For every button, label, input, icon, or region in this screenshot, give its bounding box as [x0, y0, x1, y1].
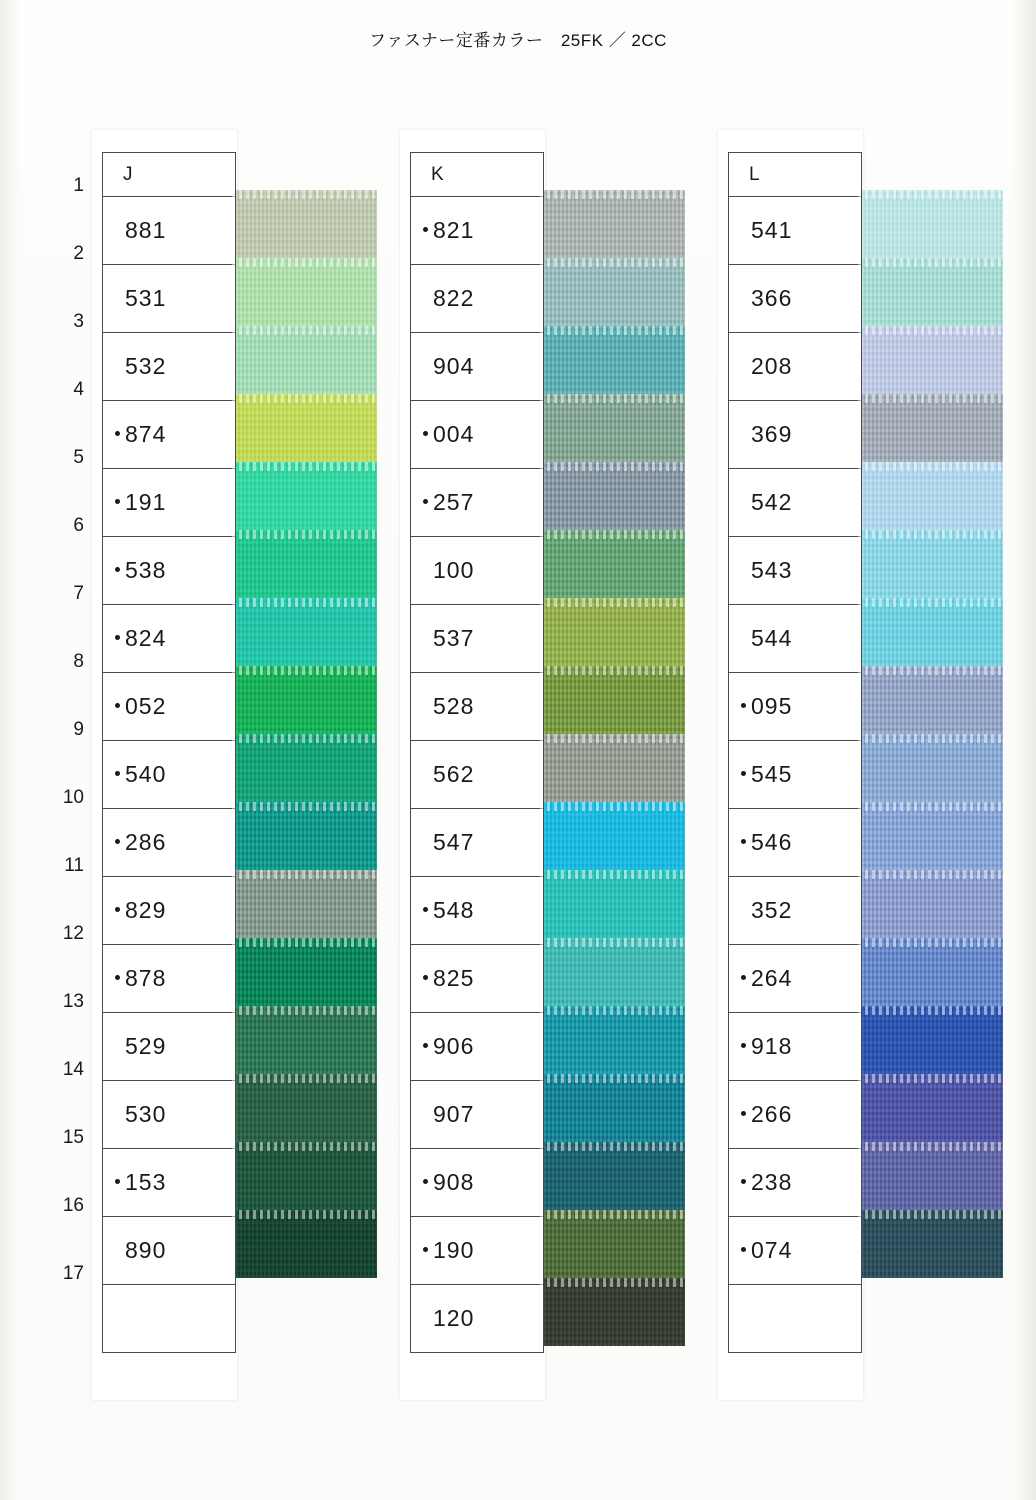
color-code-label: 257 [433, 489, 475, 515]
table-row[interactable] [103, 605, 235, 673]
bullet-dot-icon [423, 499, 428, 504]
color-swatch [858, 938, 1003, 1006]
table-row[interactable] [103, 333, 235, 401]
page-title: ファスナー定番カラー 25FK ／ 2CC [369, 31, 667, 50]
color-code-label: 543 [751, 557, 793, 583]
color-swatch [232, 1006, 377, 1074]
bullet-dot-icon [741, 1179, 746, 1184]
row-number: 8 [73, 651, 84, 672]
color-code-label: 529 [125, 1033, 167, 1059]
color-code-label: 537 [433, 625, 475, 651]
row-number: 13 [62, 991, 84, 1012]
table-row[interactable] [729, 945, 861, 1013]
bullet-dot-icon [741, 1043, 746, 1048]
table-row[interactable] [729, 605, 861, 673]
bullet-dot-icon [741, 703, 746, 708]
color-swatch [858, 1142, 1003, 1210]
color-swatch [540, 190, 685, 258]
color-code-label: 153 [125, 1169, 167, 1195]
table-row[interactable] [729, 469, 861, 537]
color-code-label: 120 [433, 1305, 475, 1331]
color-code-label: 881 [125, 217, 167, 243]
color-code-label: 907 [433, 1101, 475, 1127]
color-swatch [540, 598, 685, 666]
color-code-label: 825 [433, 965, 475, 991]
column-header: L [729, 153, 861, 197]
color-swatch [540, 734, 685, 802]
color-code-label: 821 [433, 217, 475, 243]
table-row[interactable] [729, 1217, 861, 1285]
table-row[interactable] [411, 673, 543, 741]
color-code-label: 532 [125, 353, 167, 379]
color-code-label: 541 [751, 217, 793, 243]
bullet-dot-icon [423, 431, 428, 436]
color-swatch [232, 870, 377, 938]
table-row[interactable] [411, 265, 543, 333]
color-swatch [232, 938, 377, 1006]
table-row[interactable] [103, 1217, 235, 1285]
color-swatch [540, 1210, 685, 1278]
row-number: 1 [73, 175, 84, 196]
bullet-dot-icon [741, 1247, 746, 1252]
code-table [410, 152, 544, 1353]
table-row[interactable] [103, 469, 235, 537]
color-swatch [858, 462, 1003, 530]
table-row[interactable] [411, 1081, 543, 1149]
table-row[interactable] [411, 469, 543, 537]
color-code-label: 547 [433, 829, 475, 855]
color-code-label: 095 [751, 693, 793, 719]
row-number: 5 [73, 447, 84, 468]
color-code-label: 352 [751, 897, 793, 923]
bullet-dot-icon [423, 1043, 428, 1048]
table-row[interactable] [103, 265, 235, 333]
color-swatch [232, 190, 377, 258]
table-row[interactable] [411, 1013, 543, 1081]
color-code-label: 266 [751, 1101, 793, 1127]
color-code-label: 829 [125, 897, 167, 923]
color-code-label: 904 [433, 353, 475, 379]
table-row[interactable] [411, 945, 543, 1013]
color-swatch [858, 258, 1003, 326]
table-row[interactable] [411, 605, 543, 673]
bullet-dot-icon [423, 227, 428, 232]
table-row[interactable] [103, 1081, 235, 1149]
color-code-label: 190 [433, 1237, 475, 1263]
row-number: 12 [62, 923, 84, 944]
bullet-dot-icon [115, 567, 120, 572]
table-row[interactable] [103, 197, 235, 265]
table-row[interactable] [411, 197, 543, 265]
table-row[interactable] [103, 741, 235, 809]
row-number: 3 [73, 311, 84, 332]
color-swatch [540, 394, 685, 462]
color-swatch [540, 326, 685, 394]
color-swatch [540, 1278, 685, 1346]
bullet-dot-icon [115, 703, 120, 708]
color-swatch [540, 666, 685, 734]
bullet-dot-icon [741, 771, 746, 776]
bullet-dot-icon [115, 839, 120, 844]
color-swatch [858, 394, 1003, 462]
color-code-label: 545 [751, 761, 793, 787]
color-swatch [232, 530, 377, 598]
bullet-dot-icon [741, 975, 746, 980]
color-swatch [858, 870, 1003, 938]
table-row[interactable] [729, 741, 861, 809]
color-swatch [540, 462, 685, 530]
bullet-dot-icon [741, 839, 746, 844]
color-code-label: 878 [125, 965, 167, 991]
table-row[interactable] [103, 877, 235, 945]
color-code-label: 908 [433, 1169, 475, 1195]
color-code-label: 538 [125, 557, 167, 583]
color-swatch [232, 666, 377, 734]
table-row[interactable] [103, 401, 235, 469]
color-code-label: 369 [751, 421, 793, 447]
color-swatch [858, 666, 1003, 734]
color-swatch [858, 802, 1003, 870]
table-row[interactable] [729, 1149, 861, 1217]
color-code-label: 264 [751, 965, 793, 991]
table-row[interactable] [729, 1285, 861, 1353]
table-row[interactable] [411, 333, 543, 401]
color-swatch [540, 530, 685, 598]
color-swatch [858, 1210, 1003, 1278]
color-swatch [858, 1074, 1003, 1142]
table-row[interactable] [411, 1285, 543, 1353]
color-swatch [540, 1006, 685, 1074]
table-row[interactable] [729, 877, 861, 945]
row-number: 14 [62, 1059, 84, 1080]
color-swatch [858, 734, 1003, 802]
column-header: J [103, 153, 235, 197]
row-number: 2 [73, 243, 84, 264]
table-row[interactable] [729, 673, 861, 741]
color-code-label: 074 [751, 1237, 793, 1263]
color-code-label: 874 [125, 421, 167, 447]
table-row[interactable] [729, 1081, 861, 1149]
color-swatch [232, 326, 377, 394]
color-code-label: 052 [125, 693, 167, 719]
bullet-dot-icon [423, 975, 428, 980]
color-code-label: 546 [751, 829, 793, 855]
table-row[interactable] [729, 537, 861, 605]
color-swatch [232, 462, 377, 530]
column-header: K [411, 153, 543, 197]
color-swatch [858, 530, 1003, 598]
table-row[interactable] [729, 1013, 861, 1081]
color-swatch [858, 326, 1003, 394]
color-swatch [540, 802, 685, 870]
color-code-label: 530 [125, 1101, 167, 1127]
color-code-label: 238 [751, 1169, 793, 1195]
color-swatch [540, 938, 685, 1006]
color-code-label: 004 [433, 421, 475, 447]
code-table [728, 152, 862, 1353]
swatch-stack [540, 190, 685, 1346]
bullet-dot-icon [741, 1111, 746, 1116]
color-code-label: 531 [125, 285, 167, 311]
color-code-label: 540 [125, 761, 167, 787]
color-code-label: 528 [433, 693, 475, 719]
color-code-label: 822 [433, 285, 475, 311]
row-number: 9 [73, 719, 84, 740]
bullet-dot-icon [115, 499, 120, 504]
row-number: 15 [62, 1127, 84, 1148]
color-swatch [232, 394, 377, 462]
table-row[interactable] [411, 1149, 543, 1217]
table-row[interactable] [411, 741, 543, 809]
bullet-dot-icon [423, 1247, 428, 1252]
color-swatch [858, 1006, 1003, 1074]
table-row[interactable] [729, 333, 861, 401]
row-number: 11 [64, 855, 84, 876]
table-row[interactable] [729, 809, 861, 877]
bullet-dot-icon [423, 1179, 428, 1184]
color-code-label: 286 [125, 829, 167, 855]
table-row[interactable] [411, 809, 543, 877]
color-swatch [232, 1142, 377, 1210]
color-code-label: 191 [125, 489, 167, 515]
color-swatch [858, 190, 1003, 258]
table-row[interactable] [103, 1149, 235, 1217]
table-row[interactable] [103, 945, 235, 1013]
bullet-dot-icon [115, 431, 120, 436]
color-code-label: 366 [751, 285, 793, 311]
table-row[interactable] [103, 1285, 235, 1353]
row-number: 16 [62, 1195, 84, 1216]
color-code-label: 548 [433, 897, 475, 923]
row-number: 7 [73, 583, 84, 604]
color-code-label: 918 [751, 1033, 793, 1059]
color-code-label: 542 [751, 489, 793, 515]
color-code-label: 544 [751, 625, 793, 651]
bullet-dot-icon [115, 907, 120, 912]
bullet-dot-icon [115, 975, 120, 980]
table-row[interactable] [103, 537, 235, 605]
color-swatch [232, 598, 377, 666]
bullet-dot-icon [115, 1179, 120, 1184]
color-code-label: 562 [433, 761, 475, 787]
color-swatch [232, 802, 377, 870]
bullet-dot-icon [423, 907, 428, 912]
color-swatch [232, 1074, 377, 1142]
color-swatch [540, 1074, 685, 1142]
color-swatch [540, 1142, 685, 1210]
color-swatch [540, 870, 685, 938]
table-row[interactable] [729, 197, 861, 265]
table-row[interactable] [411, 401, 543, 469]
table-row[interactable] [411, 877, 543, 945]
color-code-label: 890 [125, 1237, 167, 1263]
table-row[interactable] [103, 1013, 235, 1081]
color-swatch [232, 258, 377, 326]
table-row[interactable] [103, 809, 235, 877]
row-number: 6 [73, 515, 84, 536]
table-row[interactable] [103, 673, 235, 741]
swatch-stack [858, 190, 1003, 1278]
bullet-dot-icon [115, 635, 120, 640]
code-table [102, 152, 236, 1353]
row-number: 17 [62, 1263, 84, 1284]
color-swatch [858, 598, 1003, 666]
color-swatch [232, 734, 377, 802]
color-swatch [540, 258, 685, 326]
color-code-label: 208 [751, 353, 793, 379]
color-chart-columns [0, 130, 1036, 1430]
color-code-label: 906 [433, 1033, 475, 1059]
swatch-stack [232, 190, 377, 1278]
color-swatch [232, 1210, 377, 1278]
color-code-label: 824 [125, 625, 167, 651]
bullet-dot-icon [115, 771, 120, 776]
table-row[interactable] [729, 401, 861, 469]
table-row[interactable] [729, 265, 861, 333]
table-row[interactable] [411, 1217, 543, 1285]
table-row[interactable] [411, 537, 543, 605]
color-code-label: 100 [433, 557, 475, 583]
row-number: 10 [62, 787, 84, 808]
row-number: 4 [73, 379, 84, 400]
